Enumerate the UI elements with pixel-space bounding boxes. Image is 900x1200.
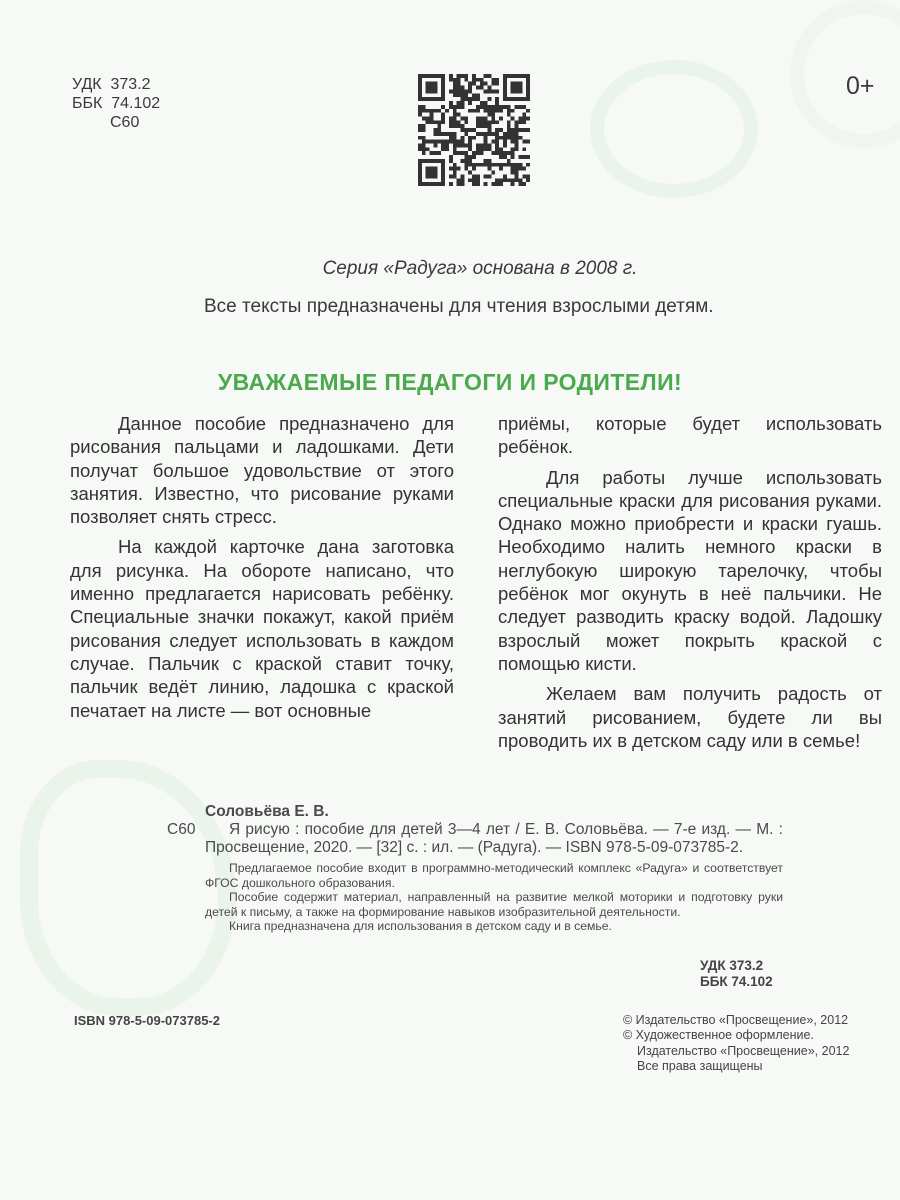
annotation-line: Книга предназначена для использования в детском саду и в семье.: [229, 919, 612, 933]
isbn: ISBN 978-5-09-073785-2: [74, 1013, 220, 1028]
paragraph: На каждой карточке дана заготовка для рисунка. На обороте написано, что именно предлагается нарисовать ребёнку. Специальные значки покажут, какой приём рисования следует использовать в каждом случае. Пальчик с краской ставит точку, пальчик ведёт линию, ладошка с краской печатает на листе — вот основные: [70, 536, 454, 721]
copyright-line: © Художественное оформление.: [623, 1028, 814, 1043]
page-heading: УВАЖАЕМЫЕ ПЕДАГОГИ И РОДИТЕЛИ!: [217, 369, 683, 395]
record-author: Соловьёва Е. В.: [205, 803, 329, 820]
paragraph: приёмы, которые будет использовать ребёнок.: [498, 413, 882, 458]
rainbow-watermark: [590, 60, 758, 198]
copyright-block: [623, 1013, 849, 1075]
classification-codes: [72, 75, 160, 132]
record-udk: УДК 373.2: [700, 958, 764, 973]
annotation-line: Предлагаемое пособие входит в программно-методический комплекс «Радуга» и соответствует ФГОС дошкольного образования.: [205, 861, 783, 890]
record-entry: Я рисую : пособие для детей 3—4 лет / Е. В. Соловьёва. — 7-е изд. — М. : Просвещение, 2020. — [32] с. : ил. — (Радуга). — ISBN 978-5-09-073785-2.: [205, 821, 783, 856]
record-bbk: ББК 74.102: [700, 974, 773, 989]
paragraph: Для работы лучше использовать специальные краски для рисования руками. Однако можно приобрести и краски гуашь. Необходимо налить немного краски в неглубокую широкую тарелочку, чтобы ребёнок мог окунуть в неё пальчики. Не следует разводить краску водой. Ладошку взрослый может покрыть краской с помощью кисти.: [498, 466, 882, 674]
author-mark: С60: [110, 114, 140, 131]
record-code: С60: [167, 821, 196, 838]
reading-note: Все тексты предназначены для чтения взрослыми детям.: [204, 296, 714, 317]
copyright-line: Все права защищены: [637, 1059, 763, 1074]
age-rating-badge: 0+: [846, 72, 875, 100]
qr-code-icon[interactable]: [418, 74, 530, 186]
left-text-column: [70, 412, 454, 729]
rainbow-watermark: [20, 760, 236, 1016]
record-classification: [700, 958, 773, 990]
copyright-line: © Издательство «Просвещение», 2012: [623, 1013, 849, 1027]
paragraph: Данное пособие предназначено для рисования пальцами и ладошками. Дети получат большое удовольствие от этого занятия. Известно, что рисование руками позволяет снять стресс.: [70, 413, 454, 528]
annotation-line: Пособие содержит материал, направленный на развитие мелкой моторики и подготовку руки детей к письму, а также на формирование навыков изобразительной деятельности.: [205, 890, 783, 919]
bbk-code: ББК 74.102: [72, 95, 161, 112]
udk-code: УДК 373.2: [72, 76, 151, 93]
paragraph: Желаем вам получить радость от занятий рисованием, будете ли вы проводить их в детском саду или в семье!: [498, 683, 882, 751]
bibliographic-record: [167, 803, 783, 934]
record-annotation: [205, 861, 783, 934]
rainbow-watermark: [790, 0, 900, 148]
right-text-column: [498, 412, 882, 759]
series-note: Серия «Радуга» основана в 2008 г.: [322, 258, 638, 279]
copyright-line: Издательство «Просвещение», 2012: [637, 1043, 850, 1058]
